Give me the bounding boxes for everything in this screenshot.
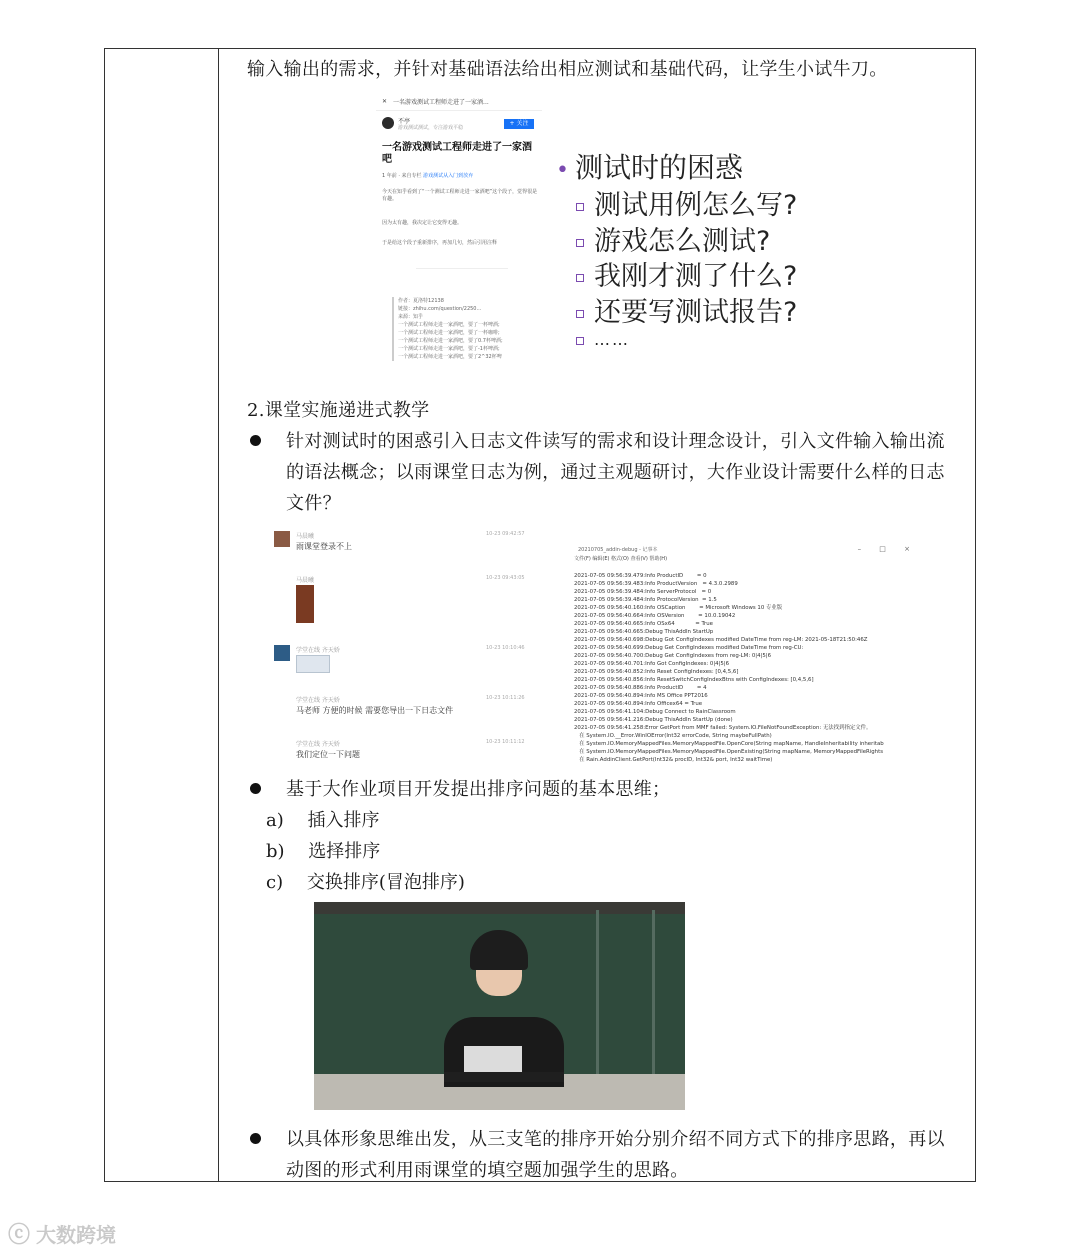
article-author: 不亭	[398, 118, 411, 125]
chat-text: 我们定位一下问题	[296, 750, 360, 759]
intro-line: 输入输出的需求，并针对基础语法给出相应测试和基础代码，让学生小试牛刀。	[247, 59, 888, 80]
quote-line: 一个测试工程师走进一家酒吧，要了-1杯啤酒;	[398, 346, 500, 352]
slide-item-text: ……	[594, 330, 630, 349]
log-line: 2021-07-05 09:56:39.483:Info ProductVersion = 4.3.0.2989	[574, 581, 738, 587]
quote-line: 一个测试工程师走进一家酒吧，要了0.7杯啤酒;	[398, 338, 503, 344]
log-line: 在 System.IO.MemoryMappedFiles.MemoryMappedFile.OpenCore(String mapName, HandleInheritability inheritab	[574, 741, 884, 747]
article-quote	[392, 297, 538, 361]
chat-sender: 学堂在线 齐天娇	[296, 647, 340, 654]
slide-item	[576, 330, 630, 349]
close-icon: ✕	[382, 97, 388, 105]
slide-item-text: 游戏怎么测试?	[594, 226, 771, 257]
article-meta	[382, 172, 538, 179]
article-paragraph-1: 今天在知乎看到了“一个测试工程师走进一家酒吧”这个段子，觉得很是有趣。	[382, 189, 538, 202]
chat-time: 10-23 10:11:26	[486, 695, 525, 701]
log-line: 2021-07-05 09:56:40.894:Info Officex64 = True	[574, 701, 703, 707]
notepad-log-window	[572, 542, 924, 767]
quote-author: 作者：夏洛特12138	[398, 298, 444, 304]
sort-marker: c)	[266, 872, 284, 893]
chat-time: 10-23 10:11:12	[486, 739, 525, 745]
article-paragraph-2: 因为太有趣，我决定让它变得无趣。	[382, 220, 463, 226]
sort-marker: b)	[266, 841, 285, 862]
log-line: 2021-07-05 09:56:40.160:Info OSCaption = Microsoft Windows 10 专业版	[574, 605, 783, 611]
section-heading: 2.课堂实施递进式教学	[247, 400, 430, 421]
photo-ceiling	[314, 902, 685, 914]
window-title: 20210705_addin-debug - 记事本	[578, 547, 658, 553]
log-line: 2021-07-05 09:56:40.856:Info ResetSwitchConfigIndexBtns with ConfigIndexes: [0,4,5,6]	[574, 677, 814, 683]
slide-item	[576, 290, 797, 329]
chat-screenshot	[274, 525, 534, 765]
slide-item-text: 测试用例怎么写?	[594, 190, 798, 221]
slide-title-text: 测试时的困惑	[574, 151, 743, 184]
log-line: 2021-07-05 09:56:40.665:Debug ThisAddIn StartUp	[574, 629, 714, 635]
bullet1-line2: 的语法概念；以雨课堂日志为例，通过主观题研讨，大作业设计需要什么样的日志	[286, 462, 945, 483]
log-line: 2021-07-05 09:56:40.852:Info Reset ConfigIndexes: [0,4,5,6]	[574, 669, 739, 675]
log-line: 2021-07-05 09:56:40.699:Debug Get ConfigIndexes modified DateTime from reg-CU:	[574, 645, 804, 651]
sort-item	[266, 867, 465, 898]
sort-text: 选择排序	[308, 841, 381, 862]
quote-line: 一个测试工程师走进一家酒吧，要了一杯咖啡;	[398, 330, 500, 336]
board-frame	[652, 910, 655, 1090]
bullet-icon	[250, 435, 261, 446]
chat-time: 10-23 09:42:57	[486, 531, 525, 537]
square-bullet-icon	[576, 274, 584, 282]
window-menu[interactable]: 文件(F) 编辑(E) 格式(O) 查看(V) 帮助(H)	[574, 556, 668, 562]
log-line: 2021-07-05 09:56:40.698:Debug Got ConfigIndexes modified DateTime from reg-LM: 2021-05-18T21:50:46Z	[574, 637, 868, 643]
log-content	[574, 572, 884, 764]
log-line: 2021-07-05 09:56:40.886:Info ProductID = 4	[574, 685, 707, 691]
log-line: 2021-07-05 09:56:40.701:Info Got ConfigIndexes: 0|4|5|6	[574, 661, 730, 667]
quote-link[interactable]: 链接：zhihu.com/question/2250...	[398, 306, 482, 312]
chat-time: 10-23 09:43:05	[486, 575, 525, 581]
slide-item	[576, 254, 797, 293]
bullet3-line2: 动图的形式利用雨课堂的填空题加强学生的思路。	[286, 1160, 689, 1181]
classroom-photo	[314, 902, 685, 1110]
sort-text: 交换排序(冒泡排序)	[306, 872, 465, 893]
bullet1-line3: 文件？	[286, 493, 341, 514]
slide-item	[576, 183, 797, 222]
watermark-logo-icon: ⓒ	[8, 1223, 31, 1248]
quote-line: 一个测试工程师走进一家酒吧，要了2^32杯啤	[398, 354, 502, 360]
log-line: 在 Rain.AddinClient.GetPort(Int32& procID, Int32& port, Int32 waitTime)	[574, 757, 773, 763]
bullet-dot-icon: •	[556, 158, 569, 183]
chat-sender: 学堂在线 齐天娇	[296, 697, 340, 704]
log-line: 2021-07-05 09:56:41.258:Error GetPort from MMF failed: System.IO.FileNotFoundException: 无法找到指定文件。	[574, 725, 872, 731]
podium	[444, 1072, 564, 1082]
chat-sender: 马晨曦	[296, 533, 315, 540]
log-line: 2021-07-05 09:56:41.104:Debug Connect to RainClassroom	[574, 709, 736, 715]
article-paragraph-3: 于是给这个段子重新排序，再加几句，然后引用注释	[382, 240, 498, 246]
chat-text: 雨课堂登录不上	[296, 542, 352, 551]
log-line: 在 System.IO.__Error.WinIOError(Int32 errorCode, String maybeFullPath)	[574, 733, 772, 739]
board-frame	[596, 910, 599, 1090]
follow-button[interactable]: + 关注	[504, 119, 534, 129]
article-screenshot	[376, 92, 542, 380]
divider	[416, 268, 508, 269]
quote-source: 来源：知乎	[398, 314, 424, 320]
sort-text: 插入排序	[307, 810, 380, 831]
log-line: 2021-07-05 09:56:40.664:Info OSVersion = 10.0.19042	[574, 613, 736, 619]
log-line: 在 System.IO.MemoryMappedFiles.MemoryMappedFile.OpenExisting(String mapName, MemoryMappedFileRights	[574, 749, 884, 755]
chat-sender: 马晨曦	[296, 577, 315, 584]
log-line: 2021-07-05 09:56:40.665:Info OSx64 = True	[574, 621, 713, 627]
article-tab-title: 一名游戏测试工程师走进了一家酒...	[393, 98, 489, 106]
log-line: 2021-07-05 09:56:41.216:Debug ThisAddIn StartUp (done)	[574, 717, 733, 723]
window-buttons[interactable]: – □ ×	[857, 545, 918, 553]
column-divider	[218, 49, 219, 1181]
square-bullet-icon	[576, 337, 584, 345]
square-bullet-icon	[576, 203, 584, 211]
slide-item-text: 我刚才测了什么?	[594, 261, 798, 292]
bullet1-line1: 针对测试时的困惑引入日志文件读写的需求和设计理念设计，引入文件输入输出流	[286, 431, 945, 452]
article-title: 一名游戏测试工程师走进了一家酒吧	[382, 142, 532, 165]
avatar	[274, 645, 290, 661]
image-thumbnail[interactable]	[296, 585, 314, 623]
article-column-link[interactable]: 游戏测试从入门到放弃	[423, 173, 474, 179]
log-line: 2021-07-05 09:56:40.700:Debug Get ConfigIndexes from reg-LM: 0|4|5|6	[574, 653, 772, 659]
bullet-icon	[250, 1133, 261, 1144]
chat-time: 10-23 10:10:46	[486, 645, 525, 651]
log-line: 2021-07-05 09:56:40.894:Info MS Office PPT2016	[574, 693, 708, 699]
watermark	[8, 1218, 116, 1249]
sort-marker: a)	[266, 810, 284, 831]
square-bullet-icon	[576, 310, 584, 318]
article-author-desc: 游戏测试测试，专注游戏平稳	[398, 125, 464, 131]
square-bullet-icon	[576, 239, 584, 247]
bullet-icon	[250, 783, 261, 794]
bullet2-text: 基于大作业项目开发提出排序问题的基本思维；	[286, 779, 671, 800]
quote-line: 一个测试工程师走进一家酒吧，要了一杯啤酒;	[398, 322, 500, 328]
teacher-hair	[470, 930, 528, 970]
watermark-text: 大数跨境	[36, 1223, 117, 1247]
sort-item	[266, 836, 380, 867]
log-line: 2021-07-05 09:56:39.484:Info ProtocolVersion = 1.5	[574, 597, 717, 603]
slide-title	[556, 146, 743, 186]
image-thumbnail[interactable]	[296, 655, 330, 673]
bullet3-line1: 以具体形象思维出发，从三支笔的排序开始分别介绍不同方式下的排序思路，再以	[286, 1129, 945, 1150]
article-meta-text: 1 年前 · 来自专栏	[382, 173, 422, 179]
log-line: 2021-07-05 09:56:39.484:Info ServerProtocol = 0	[574, 589, 712, 595]
slide-item	[576, 219, 770, 258]
log-line: 2021-07-05 09:56:39.479:Info ProductID = 0	[574, 573, 707, 579]
avatar	[382, 117, 394, 129]
chat-text: 马老师 方便的时候 需要您导出一下日志文件	[296, 706, 454, 715]
chat-sender: 学堂在线 齐天娇	[296, 741, 340, 748]
avatar	[274, 531, 290, 547]
sort-item	[266, 805, 380, 836]
slide-item-text: 还要写测试报告?	[594, 297, 798, 328]
